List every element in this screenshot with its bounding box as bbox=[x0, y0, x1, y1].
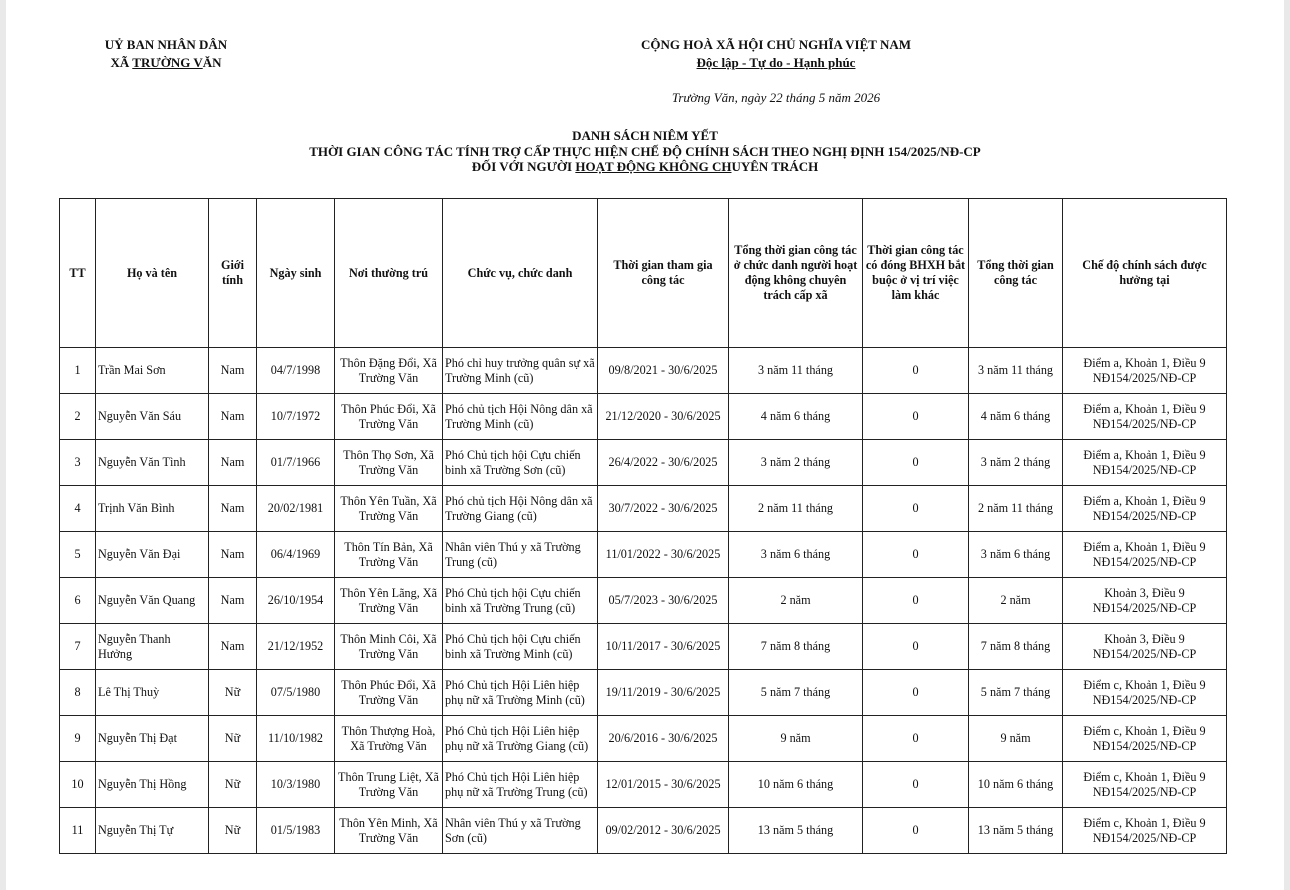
full-name-cell: Nguyễn Văn Quang bbox=[96, 578, 209, 624]
title-line-3 bbox=[6, 159, 1284, 175]
birth-date-cell: 20/02/1981 bbox=[257, 486, 335, 532]
document-title bbox=[6, 128, 1284, 175]
full-name-cell: Nguyễn Văn Tình bbox=[96, 440, 209, 486]
residence-cell: Thôn Phúc Đổi, Xã Trường Văn bbox=[335, 670, 443, 716]
position-cell: Phó chỉ huy trưởng quân sự xã Trường Minh (cũ) bbox=[443, 348, 598, 394]
table-row bbox=[60, 486, 1227, 532]
residence-cell: Thôn Thượng Hoà, Xã Trường Văn bbox=[335, 716, 443, 762]
other-insurance-time-cell: 0 bbox=[863, 348, 969, 394]
title-line-2: THỜI GIAN CÔNG TÁC TÍNH TRỢ CẤP THỰC HIỆN CHẾ ĐỘ CHÍNH SÁCH THEO NGHỊ ĐỊNH 154/2025/NĐ-CP bbox=[309, 143, 981, 159]
full-name-cell: Nguyễn Thị Đạt bbox=[96, 716, 209, 762]
total-nonspecialized-time-cell: 3 năm 2 tháng bbox=[729, 440, 863, 486]
column-header: Tổng thời gian công tác ở chức danh người hoạt động không chuyên trách cấp xã bbox=[729, 199, 863, 348]
total-service-time-cell: 2 năm bbox=[969, 578, 1063, 624]
birth-date-cell: 11/10/1982 bbox=[257, 716, 335, 762]
gender-cell: Nam bbox=[209, 394, 257, 440]
other-insurance-time-cell: 0 bbox=[863, 762, 969, 808]
full-name-cell: Nguyễn Thanh Hưởng bbox=[96, 624, 209, 670]
policy-reference-cell: Điểm c, Khoản 1, Điều 9 NĐ154/2025/NĐ-CP bbox=[1063, 808, 1227, 854]
title-line-1: DANH SÁCH NIÊM YẾT bbox=[572, 128, 718, 143]
birth-date-cell: 04/7/1998 bbox=[257, 348, 335, 394]
total-nonspecialized-time-cell: 13 năm 5 tháng bbox=[729, 808, 863, 854]
residence-cell: Thôn Yên Lãng, Xã Trường Văn bbox=[335, 578, 443, 624]
row-number-cell: 10 bbox=[60, 762, 96, 808]
residence-cell: Thôn Đặng Đổi, Xã Trường Văn bbox=[335, 348, 443, 394]
position-cell: Phó chủ tịch Hội Nông dân xã Trường Giang (cũ) bbox=[443, 486, 598, 532]
other-insurance-time-cell: 0 bbox=[863, 532, 969, 578]
policy-reference-cell: Điểm c, Khoản 1, Điều 9 NĐ154/2025/NĐ-CP bbox=[1063, 716, 1227, 762]
policy-reference-cell: Điểm c, Khoản 1, Điều 9 NĐ154/2025/NĐ-CP bbox=[1063, 762, 1227, 808]
residence-cell: Thôn Yên Minh, Xã Trường Văn bbox=[335, 808, 443, 854]
agency-line-1: UỶ BAN NHÂN DÂN bbox=[104, 37, 228, 52]
gender-cell: Nữ bbox=[209, 670, 257, 716]
row-number-cell: 3 bbox=[60, 440, 96, 486]
listing-table bbox=[59, 198, 1227, 854]
residence-cell: Thôn Thọ Sơn, Xã Trường Văn bbox=[335, 440, 443, 486]
service-period-cell: 21/12/2020 - 30/6/2025 bbox=[598, 394, 729, 440]
birth-date-cell: 06/4/1969 bbox=[257, 532, 335, 578]
total-service-time-cell: 4 năm 6 tháng bbox=[969, 394, 1063, 440]
service-period-cell: 10/11/2017 - 30/6/2025 bbox=[598, 624, 729, 670]
gender-cell: Nam bbox=[209, 532, 257, 578]
national-motto bbox=[566, 54, 986, 72]
policy-reference-cell: Khoản 3, Điều 9 NĐ154/2025/NĐ-CP bbox=[1063, 578, 1227, 624]
birth-date-cell: 10/7/1972 bbox=[257, 394, 335, 440]
table-row bbox=[60, 670, 1227, 716]
birth-date-cell: 01/7/1966 bbox=[257, 440, 335, 486]
total-nonspecialized-time-cell: 2 năm bbox=[729, 578, 863, 624]
total-nonspecialized-time-cell: 3 năm 6 tháng bbox=[729, 532, 863, 578]
column-header: Ngày sinh bbox=[257, 199, 335, 348]
total-service-time-cell: 2 năm 11 tháng bbox=[969, 486, 1063, 532]
gender-cell: Nữ bbox=[209, 716, 257, 762]
row-number-cell: 2 bbox=[60, 394, 96, 440]
policy-reference-cell: Điểm a, Khoản 1, Điều 9 NĐ154/2025/NĐ-CP bbox=[1063, 532, 1227, 578]
table-row bbox=[60, 440, 1227, 486]
column-header: Chế độ chính sách được hưởng tại bbox=[1063, 199, 1227, 348]
position-cell: Phó Chủ tịch hội Cựu chiến binh xã Trường Sơn (cũ) bbox=[443, 440, 598, 486]
column-header: Nơi thường trú bbox=[335, 199, 443, 348]
policy-reference-cell: Điểm c, Khoản 1, Điều 9 NĐ154/2025/NĐ-CP bbox=[1063, 670, 1227, 716]
residence-cell: Thôn Phúc Đổi, Xã Trường Văn bbox=[335, 394, 443, 440]
total-service-time-cell: 9 năm bbox=[969, 716, 1063, 762]
service-period-cell: 09/02/2012 - 30/6/2025 bbox=[598, 808, 729, 854]
other-insurance-time-cell: 0 bbox=[863, 440, 969, 486]
gender-cell: Nam bbox=[209, 486, 257, 532]
gender-cell: Nam bbox=[209, 348, 257, 394]
table-row bbox=[60, 808, 1227, 854]
birth-date-cell: 01/5/1983 bbox=[257, 808, 335, 854]
agency-line-2-underlined: TRƯỜNG V bbox=[132, 55, 203, 70]
other-insurance-time-cell: 0 bbox=[863, 578, 969, 624]
total-nonspecialized-time-cell: 9 năm bbox=[729, 716, 863, 762]
total-nonspecialized-time-cell: 2 năm 11 tháng bbox=[729, 486, 863, 532]
title-line-3-underlined: HOẠT ĐỘNG KHÔNG CH bbox=[575, 159, 732, 174]
total-service-time-cell: 3 năm 2 tháng bbox=[969, 440, 1063, 486]
gender-cell: Nam bbox=[209, 440, 257, 486]
position-cell: Nhân viên Thú y xã Trường Sơn (cũ) bbox=[443, 808, 598, 854]
position-cell: Phó Chủ tịch hội Cựu chiến binh xã Trường Trung (cũ) bbox=[443, 578, 598, 624]
table-row bbox=[60, 532, 1227, 578]
column-header: Thời gian công tác có đóng BHXH bắt buộc ở vị trí việc làm khác bbox=[863, 199, 969, 348]
row-number-cell: 6 bbox=[60, 578, 96, 624]
other-insurance-time-cell: 0 bbox=[863, 486, 969, 532]
gender-cell: Nam bbox=[209, 578, 257, 624]
position-cell: Phó Chủ tịch hội Cựu chiến binh xã Trường Minh (cũ) bbox=[443, 624, 598, 670]
position-cell: Phó chủ tịch Hội Nông dân xã Trường Minh (cũ) bbox=[443, 394, 598, 440]
other-insurance-time-cell: 0 bbox=[863, 716, 969, 762]
residence-cell: Thôn Trung Liệt, Xã Trường Văn bbox=[335, 762, 443, 808]
column-header: Tổng thời gian công tác bbox=[969, 199, 1063, 348]
birth-date-cell: 21/12/1952 bbox=[257, 624, 335, 670]
total-nonspecialized-time-cell: 4 năm 6 tháng bbox=[729, 394, 863, 440]
residence-cell: Thôn Minh Côi, Xã Trường Văn bbox=[335, 624, 443, 670]
residence-cell: Thôn Tín Bản, Xã Trường Văn bbox=[335, 532, 443, 578]
other-insurance-time-cell: 0 bbox=[863, 808, 969, 854]
other-insurance-time-cell: 0 bbox=[863, 670, 969, 716]
gender-cell: Nam bbox=[209, 624, 257, 670]
full-name-cell: Lê Thị Thuỳ bbox=[96, 670, 209, 716]
row-number-cell: 11 bbox=[60, 808, 96, 854]
total-service-time-cell: 13 năm 5 tháng bbox=[969, 808, 1063, 854]
national-header bbox=[566, 36, 986, 72]
policy-reference-cell: Điểm a, Khoản 1, Điều 9 NĐ154/2025/NĐ-CP bbox=[1063, 394, 1227, 440]
total-nonspecialized-time-cell: 10 năm 6 tháng bbox=[729, 762, 863, 808]
full-name-cell: Nguyễn Thị Tự bbox=[96, 808, 209, 854]
gender-cell: Nữ bbox=[209, 808, 257, 854]
residence-cell: Thôn Yên Tuần, Xã Trường Văn bbox=[335, 486, 443, 532]
total-service-time-cell: 5 năm 7 tháng bbox=[969, 670, 1063, 716]
full-name-cell: Nguyễn Văn Đại bbox=[96, 532, 209, 578]
total-service-time-cell: 3 năm 11 tháng bbox=[969, 348, 1063, 394]
policy-reference-cell: Điểm a, Khoản 1, Điều 9 NĐ154/2025/NĐ-CP bbox=[1063, 348, 1227, 394]
total-nonspecialized-time-cell: 3 năm 11 tháng bbox=[729, 348, 863, 394]
column-header: Giới tính bbox=[209, 199, 257, 348]
table-row bbox=[60, 578, 1227, 624]
table-row bbox=[60, 762, 1227, 808]
full-name-cell: Trịnh Văn Bình bbox=[96, 486, 209, 532]
row-number-cell: 7 bbox=[60, 624, 96, 670]
total-service-time-cell: 3 năm 6 tháng bbox=[969, 532, 1063, 578]
row-number-cell: 9 bbox=[60, 716, 96, 762]
service-period-cell: 11/01/2022 - 30/6/2025 bbox=[598, 532, 729, 578]
service-period-cell: 30/7/2022 - 30/6/2025 bbox=[598, 486, 729, 532]
service-period-cell: 26/4/2022 - 30/6/2025 bbox=[598, 440, 729, 486]
other-insurance-time-cell: 0 bbox=[863, 394, 969, 440]
gender-cell: Nữ bbox=[209, 762, 257, 808]
full-name-cell: Nguyễn Thị Hồng bbox=[96, 762, 209, 808]
other-insurance-time-cell: 0 bbox=[863, 624, 969, 670]
title-line-3-suffix: UYÊN TRÁCH bbox=[731, 159, 819, 174]
document-page bbox=[6, 0, 1284, 890]
total-nonspecialized-time-cell: 5 năm 7 tháng bbox=[729, 670, 863, 716]
policy-reference-cell: Điểm a, Khoản 1, Điều 9 NĐ154/2025/NĐ-CP bbox=[1063, 486, 1227, 532]
agency-header bbox=[76, 36, 256, 72]
service-period-cell: 09/8/2021 - 30/6/2025 bbox=[598, 348, 729, 394]
birth-date-cell: 10/3/1980 bbox=[257, 762, 335, 808]
agency-line-2-prefix: XÃ bbox=[110, 55, 133, 70]
position-cell: Nhân viên Thú y xã Trường Trung (cũ) bbox=[443, 532, 598, 578]
position-cell: Phó Chủ tịch Hội Liên hiệp phụ nữ xã Trường Giang (cũ) bbox=[443, 716, 598, 762]
birth-date-cell: 07/5/1980 bbox=[257, 670, 335, 716]
full-name-cell: Trần Mai Sơn bbox=[96, 348, 209, 394]
national-title: CỘNG HOÀ XÃ HỘI CHỦ NGHĨA VIỆT NAM bbox=[640, 37, 912, 52]
column-header: TT bbox=[60, 199, 96, 348]
row-number-cell: 8 bbox=[60, 670, 96, 716]
title-line-3-prefix: ĐỐI VỚI NGƯỜI bbox=[471, 159, 576, 174]
table-header-row bbox=[60, 199, 1227, 348]
service-period-cell: 19/11/2019 - 30/6/2025 bbox=[598, 670, 729, 716]
total-nonspecialized-time-cell: 7 năm 8 tháng bbox=[729, 624, 863, 670]
policy-reference-cell: Khoản 3, Điều 9 NĐ154/2025/NĐ-CP bbox=[1063, 624, 1227, 670]
position-cell: Phó Chủ tịch Hội Liên hiệp phụ nữ xã Trường Minh (cũ) bbox=[443, 670, 598, 716]
full-name-cell: Nguyễn Văn Sáu bbox=[96, 394, 209, 440]
row-number-cell: 1 bbox=[60, 348, 96, 394]
table-row bbox=[60, 624, 1227, 670]
row-number-cell: 4 bbox=[60, 486, 96, 532]
service-period-cell: 05/7/2023 - 30/6/2025 bbox=[598, 578, 729, 624]
table-row bbox=[60, 394, 1227, 440]
policy-reference-cell: Điểm a, Khoản 1, Điều 9 NĐ154/2025/NĐ-CP bbox=[1063, 440, 1227, 486]
column-header: Chức vụ, chức danh bbox=[443, 199, 598, 348]
service-period-cell: 20/6/2016 - 30/6/2025 bbox=[598, 716, 729, 762]
row-number-cell: 5 bbox=[60, 532, 96, 578]
column-header: Thời gian tham gia công tác bbox=[598, 199, 729, 348]
service-period-cell: 12/01/2015 - 30/6/2025 bbox=[598, 762, 729, 808]
table-row bbox=[60, 348, 1227, 394]
total-service-time-cell: 10 năm 6 tháng bbox=[969, 762, 1063, 808]
position-cell: Phó Chủ tịch Hội Liên hiệp phụ nữ xã Trường Trung (cũ) bbox=[443, 762, 598, 808]
date-line: Trường Văn, ngày 22 tháng 5 năm 2026 bbox=[671, 90, 881, 105]
table-row bbox=[60, 716, 1227, 762]
table-body bbox=[60, 348, 1227, 854]
total-service-time-cell: 7 năm 8 tháng bbox=[969, 624, 1063, 670]
agency-line-2 bbox=[76, 54, 256, 72]
column-header: Họ và tên bbox=[96, 199, 209, 348]
agency-line-2-suffix: ĂN bbox=[202, 55, 222, 70]
birth-date-cell: 26/10/1954 bbox=[257, 578, 335, 624]
national-motto-text: Độc lập - Tự do - Hạnh phúc bbox=[696, 55, 856, 70]
